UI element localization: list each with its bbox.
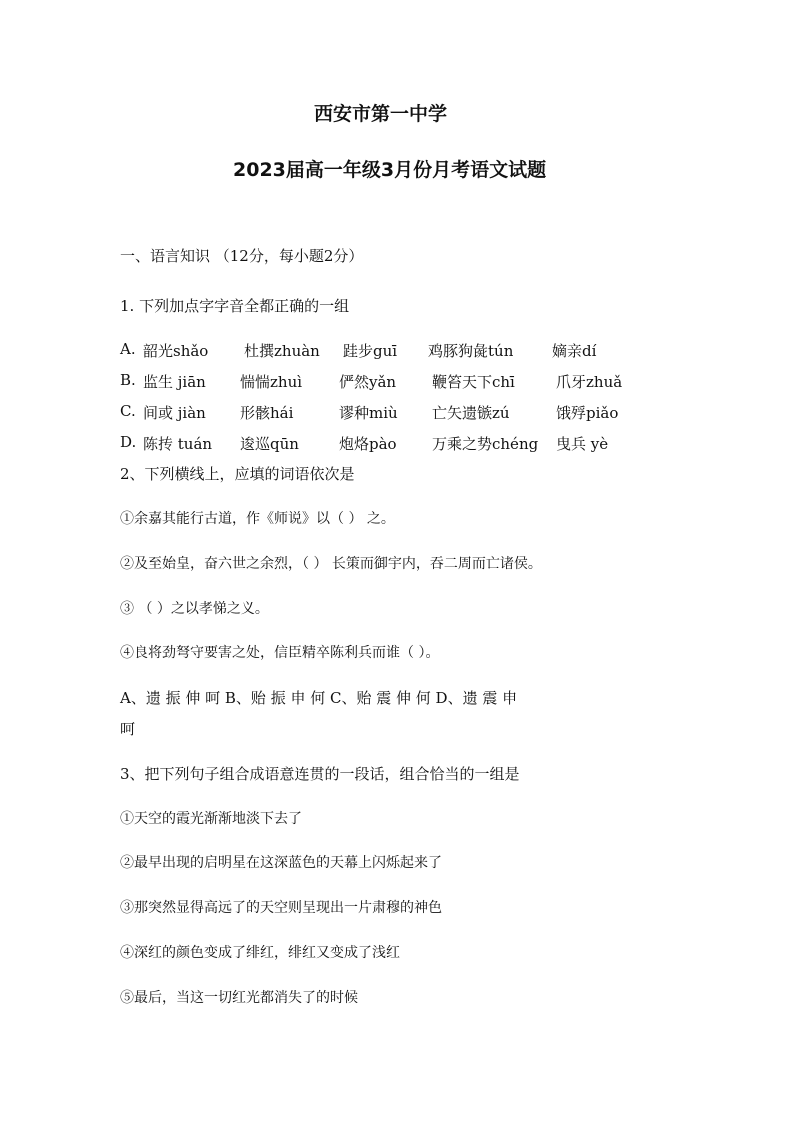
option-item: 形骸hái — [240, 404, 294, 422]
option-label: C. — [120, 402, 136, 420]
option-item: 炮烙pào — [339, 435, 397, 453]
question-2-line: ③ （ ）之以孝悌之义。 — [120, 601, 269, 617]
question-3-line: ③那突然显得高远了的天空则呈现出一片肃穆的神色 — [120, 900, 442, 916]
question-3-line: ⑤最后，当这一切红光都消失了的时候 — [120, 990, 358, 1006]
option-item: 曳兵 yè — [556, 435, 609, 453]
question-3-line: ①天空的霞光渐渐地淡下去了 — [120, 811, 302, 827]
question-2-options-wrap: 呵 — [120, 720, 136, 738]
question-3-line: ②最早出现的启明星在这深蓝色的天幕上闪烁起来了 — [120, 855, 442, 871]
option-item: 俨然yǎn — [339, 373, 397, 391]
option-item: 饿殍piǎo — [556, 404, 619, 422]
option-item: 万乘之势chéng — [432, 435, 539, 453]
option-item: 间或 jiàn — [143, 404, 206, 422]
option-item: 惴惴zhuì — [240, 373, 303, 391]
question-2-line: ④良将劲弩守要害之处，信臣精卒陈利兵而谁（ ）。 — [120, 645, 440, 661]
option-item: 鸡豚狗彘tún — [428, 342, 514, 360]
question-2-options: A、遗 振 伸 呵 B、贻 振 申 何 C、贻 震 伸 何 D、遗 震 申 — [120, 689, 518, 707]
question-3-stem: 3、把下列句子组合成语意连贯的一段话，组合恰当的一组是 — [120, 765, 520, 783]
option-item: 跬步guī — [343, 342, 398, 360]
question-1-stem: 1. 下列加点字字音全都正确的一组 — [120, 297, 350, 315]
section-heading: 一、语言知识 （12分，每小题2分） — [120, 247, 364, 265]
option-item: 谬种miù — [339, 404, 398, 422]
option-label: A. — [120, 340, 136, 358]
option-item: 逡巡qūn — [240, 435, 299, 453]
question-2-stem: 2、下列横线上，应填的词语依次是 — [120, 465, 355, 483]
option-item: 杜撰zhuàn — [244, 342, 320, 360]
option-item: 韶光shǎo — [143, 342, 209, 360]
exam-title: 2023届高一年级3月份月考语文试题 — [233, 159, 547, 181]
option-label: D. — [120, 433, 137, 451]
option-item: 监生 jiān — [143, 373, 206, 391]
option-item: 陈抟 tuán — [143, 435, 213, 453]
option-item: 嫡亲dí — [552, 342, 597, 360]
question-2-line: ①余嘉其能行古道，作《师说》以（ ） 之。 — [120, 511, 395, 527]
question-3-line: ④深红的颜色变成了绯红，绯红又变成了浅红 — [120, 945, 400, 961]
option-label: B. — [120, 371, 136, 389]
school-title: 西安市第一中学 — [314, 103, 448, 125]
question-2-line: ②及至始皇，奋六世之余烈，（ ） 长策而御宇内，吞二周而亡诸侯。 — [120, 556, 542, 572]
option-item: 亡矢遗镞zú — [432, 404, 510, 422]
option-item: 爪牙zhuǎ — [556, 373, 623, 391]
option-item: 鞭笞天下chī — [432, 373, 515, 391]
